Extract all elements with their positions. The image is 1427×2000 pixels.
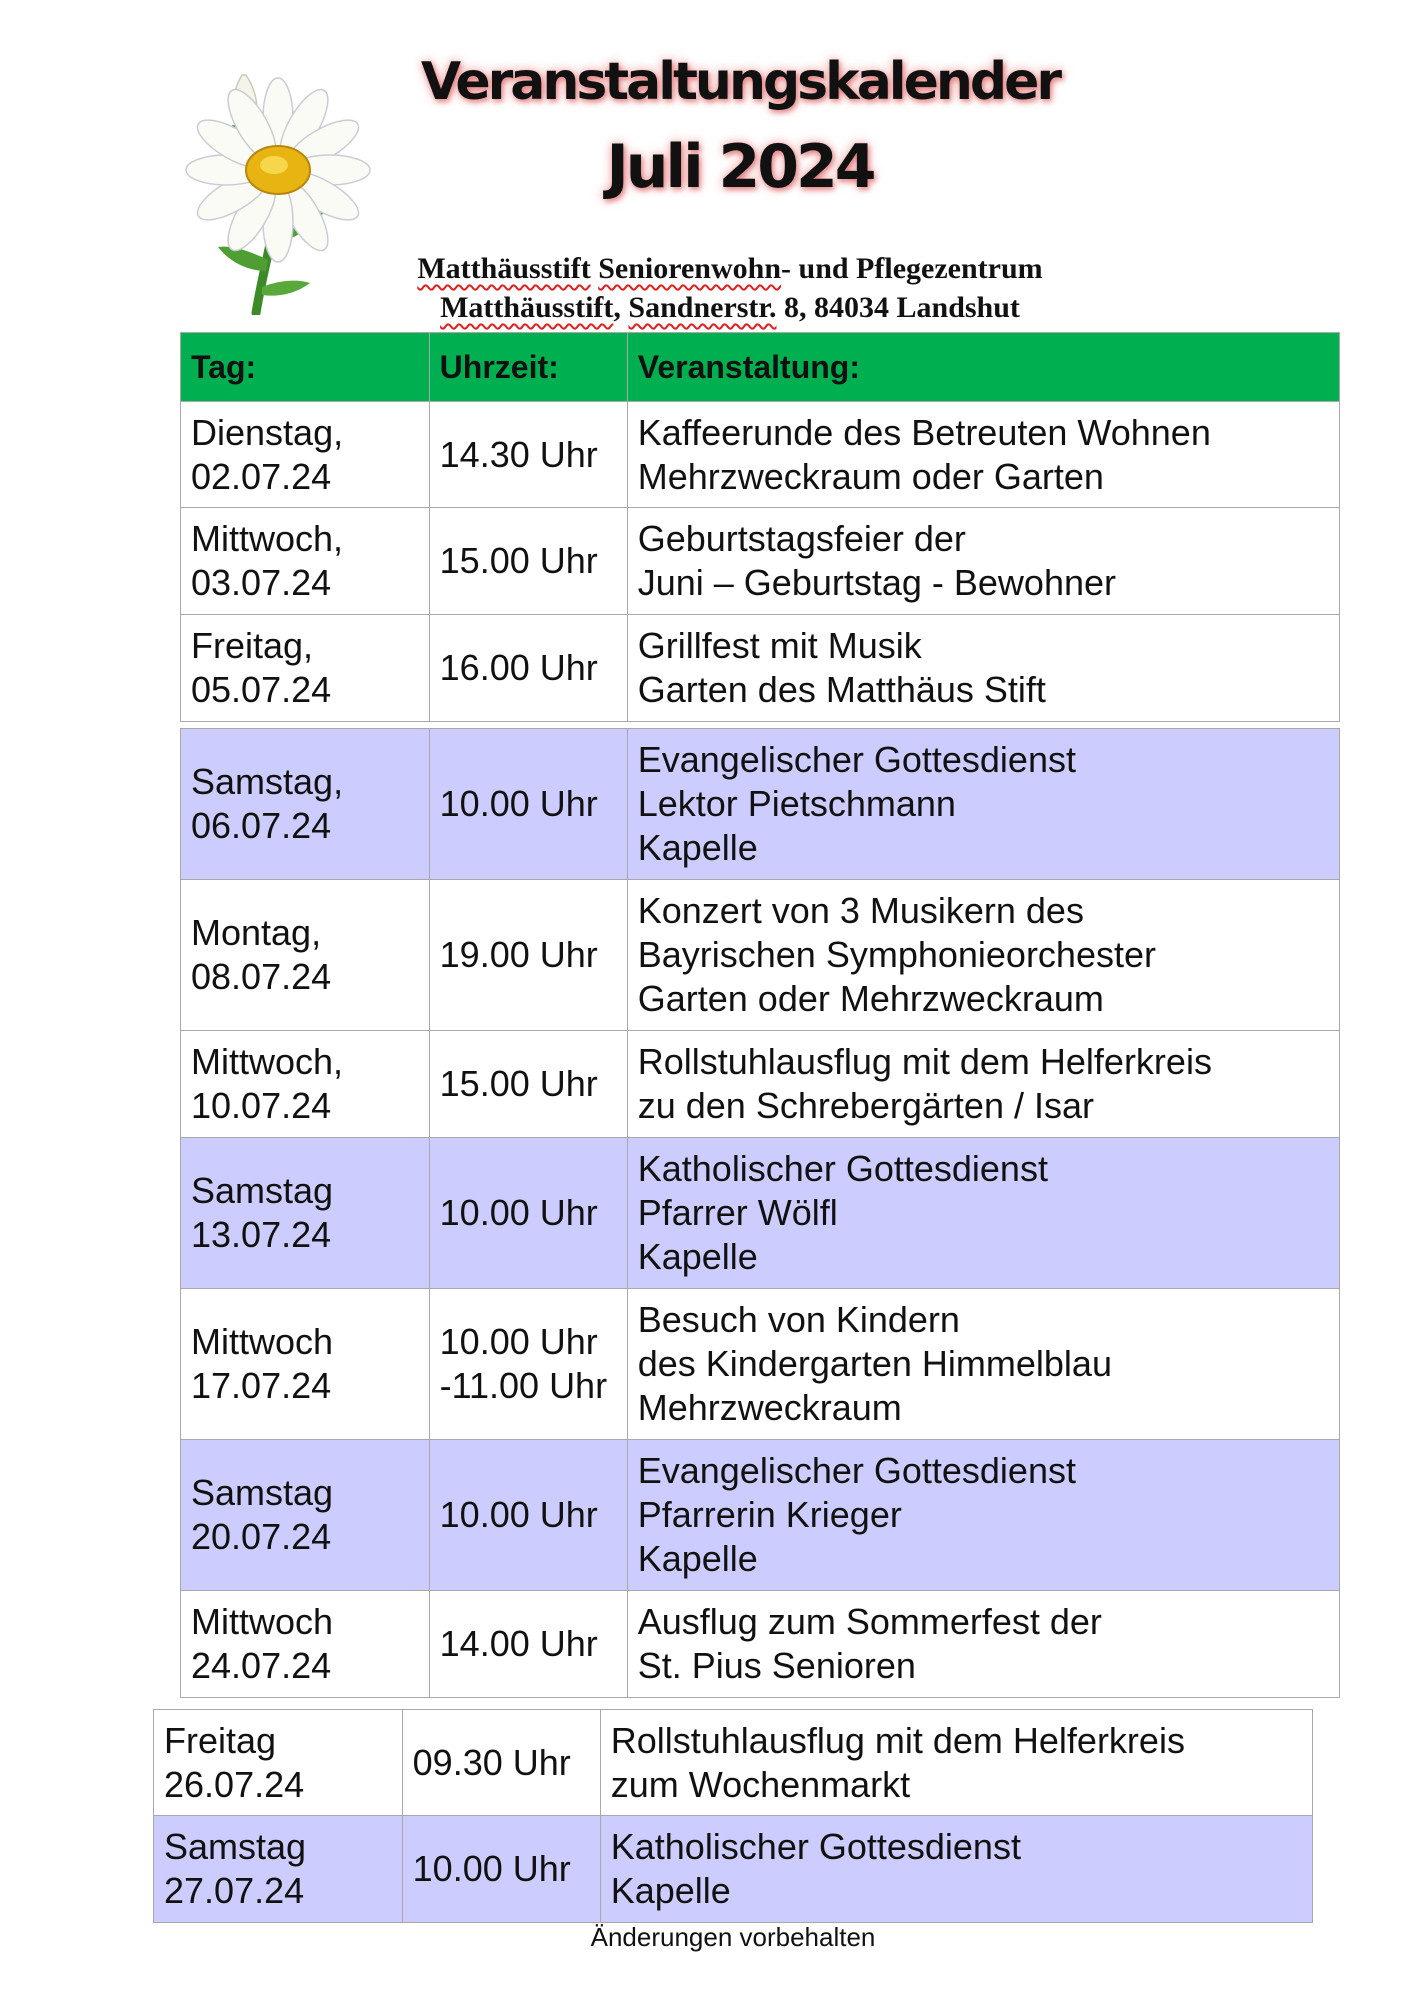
event-description: Katholischer Gottesdienst Kapelle [600, 1816, 1312, 1923]
event-time: 09.30 Uhr [402, 1710, 600, 1816]
event-day: Samstag 27.07.24 [154, 1816, 403, 1923]
event-time: 14.00 Uhr [429, 1591, 627, 1698]
event-day: Samstag 20.07.24 [181, 1440, 430, 1591]
event-description: Kaffeerunde des Betreuten Wohnen Mehrzweckraum oder Garten [627, 402, 1339, 508]
event-time: 19.00 Uhr [429, 880, 627, 1031]
institution-address-part: Matthäusstift [440, 291, 614, 324]
event-description: Grillfest mit Musik Garten des Matthäus Stift [627, 615, 1339, 722]
event-time: 14.30 Uhr [429, 402, 627, 508]
events-table-part-1 [180, 332, 1340, 722]
events-table-part-2 [180, 728, 1340, 1698]
table-row [181, 1591, 1340, 1698]
event-time: 10.00 Uhr [429, 729, 627, 880]
event-description: Evangelischer Gottesdienst Pfarrerin Krieger Kapelle [627, 1440, 1339, 1591]
event-time: 10.00 Uhr [429, 1440, 627, 1591]
calendar-title: Veranstaltungskalender [420, 52, 1060, 112]
event-time: 10.00 Uhr -11.00 Uhr [429, 1289, 627, 1440]
institution-address-part: 8, 84034 Landshut [776, 291, 1020, 324]
table-row [181, 1031, 1340, 1138]
event-description: Konzert von 3 Musikern des Bayrischen Symphonieorchester Garten oder Mehrzweckraum [627, 880, 1339, 1031]
institution-address-part: Sandnerstr. [628, 291, 777, 324]
table-row [154, 1710, 1313, 1816]
table-row [181, 1440, 1340, 1591]
event-time: 15.00 Uhr [429, 508, 627, 615]
table-row [181, 1289, 1340, 1440]
event-day: Mittwoch 24.07.24 [181, 1591, 430, 1698]
events-table-part-3 [153, 1709, 1313, 1923]
table-header-row [181, 333, 1340, 402]
event-description: Geburtstagsfeier der Juni – Geburtstag - Bewohner [627, 508, 1339, 615]
institution-name-part: Matthäusstift [417, 252, 591, 285]
institution-address [300, 291, 1160, 325]
footer-note: Änderungen vorbehalten [590, 1922, 876, 1952]
event-day: Samstag, 06.07.24 [181, 729, 430, 880]
event-day: Freitag, 05.07.24 [181, 615, 430, 722]
table-row [181, 615, 1340, 722]
event-time: 16.00 Uhr [429, 615, 627, 722]
event-description: Ausflug zum Sommerfest der St. Pius Senioren [627, 1591, 1339, 1698]
event-description: Rollstuhlausflug mit dem Helferkreis zu den Schrebergärten / Isar [627, 1031, 1339, 1138]
header-day: Tag: [181, 333, 430, 402]
event-day: Mittwoch, 03.07.24 [181, 508, 430, 615]
institution-address-part: , [613, 291, 629, 324]
event-description: Evangelischer Gottesdienst Lektor Pietschmann Kapelle [627, 729, 1339, 880]
institution-name-part: - und Pflegezentrum [781, 252, 1043, 285]
event-day: Dienstag, 02.07.24 [181, 402, 430, 508]
event-day: Mittwoch 17.07.24 [181, 1289, 430, 1440]
calendar-month: Juli 2024 [606, 132, 874, 202]
event-description: Besuch von Kindern des Kindergarten Himmelblau Mehrzweckraum [627, 1289, 1339, 1440]
header-time: Uhrzeit: [429, 333, 627, 402]
event-day: Montag, 08.07.24 [181, 880, 430, 1031]
table-row [181, 729, 1340, 880]
institution-name [300, 252, 1160, 286]
event-time: 10.00 Uhr [402, 1816, 600, 1923]
table-row [154, 1816, 1313, 1923]
event-description: Rollstuhlausflug mit dem Helferkreis zum Wochenmarkt [600, 1710, 1312, 1816]
table-row [181, 402, 1340, 508]
event-day: Freitag 26.07.24 [154, 1710, 403, 1816]
institution-name-part: Seniorenwohn [598, 252, 782, 285]
table-row [181, 880, 1340, 1031]
event-day: Samstag 13.07.24 [181, 1138, 430, 1289]
table-row [181, 1138, 1340, 1289]
event-description: Katholischer Gottesdienst Pfarrer Wölfl Kapelle [627, 1138, 1339, 1289]
event-time: 15.00 Uhr [429, 1031, 627, 1138]
table-row [181, 508, 1340, 615]
event-day: Mittwoch, 10.07.24 [181, 1031, 430, 1138]
event-time: 10.00 Uhr [429, 1138, 627, 1289]
header-event: Veranstaltung: [627, 333, 1339, 402]
